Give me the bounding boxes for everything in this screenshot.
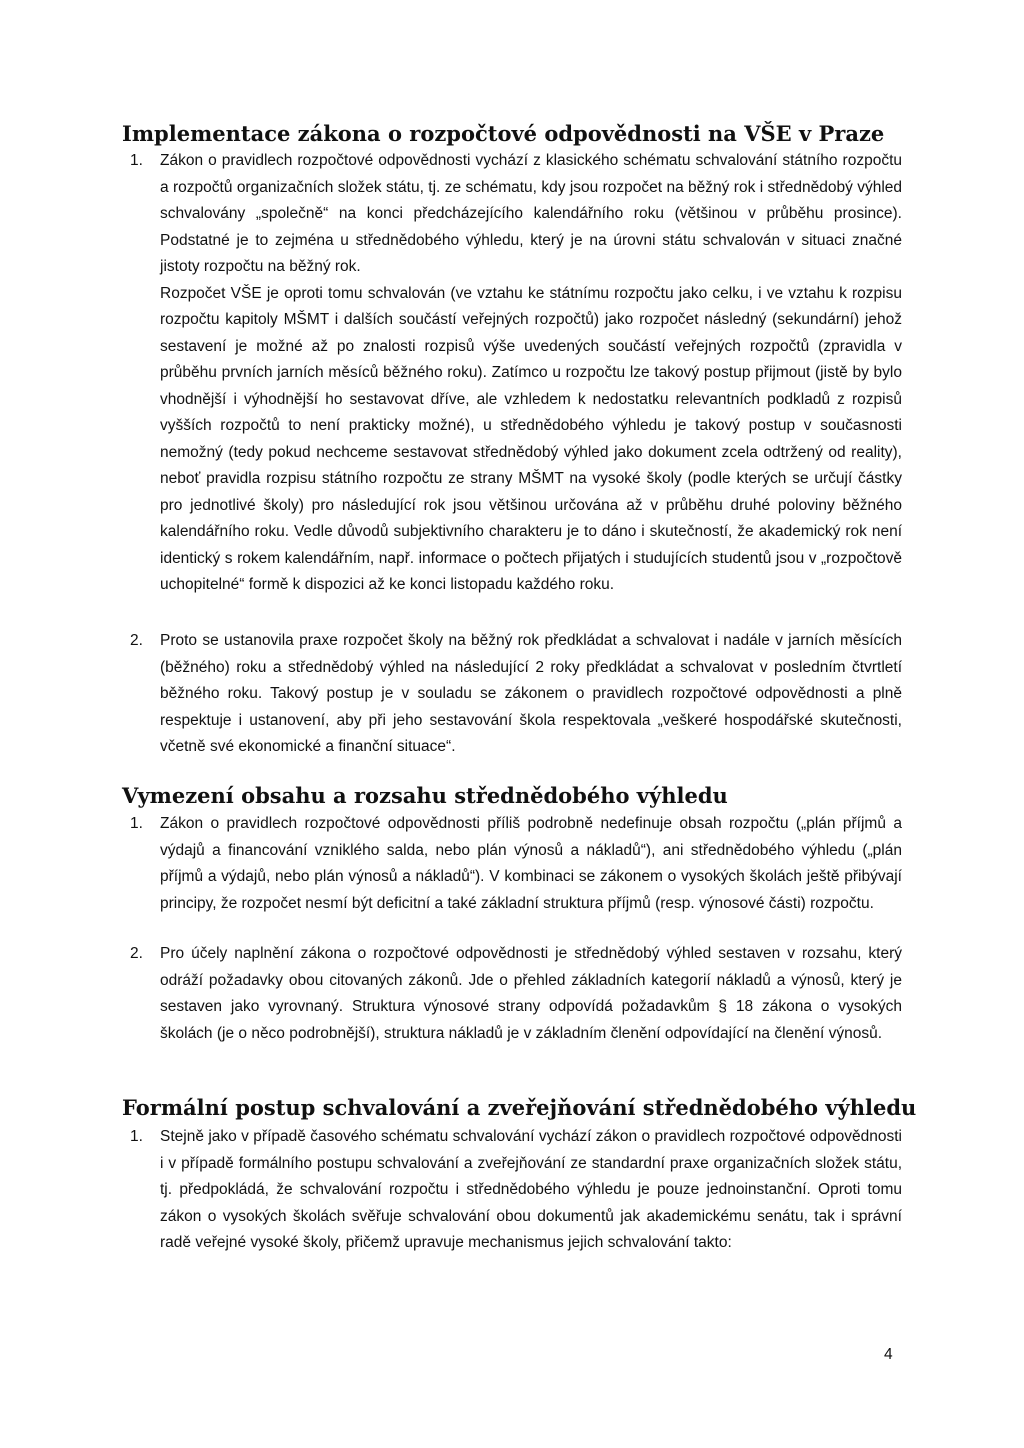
paragraph: Pro účely naplnění zákona o rozpočtové odpovědnosti je střednědobý výhled sestaven v rozsahu, který odráží požadavky obou citovaných zákonů. Jde o přehled základních kategorií nákladů a výnosů, který je sestaven jako vyrovnaný. Struktura výnosové strany odpovídá požadavkům § 18 zákona o vysokých školách (je o něco podrobnější), struktura nákladů je v základním členění odpovídající na členění výnosů. — [160, 945, 902, 1042]
section-heading-approval: Formální postup schvalování a zveřejňování střednědobého výhledu — [122, 1095, 917, 1120]
list-item — [122, 941, 902, 1047]
list-number: 1. — [130, 1128, 143, 1145]
list-number: 2. — [130, 632, 143, 649]
list-item — [122, 628, 902, 761]
paragraph: Zákon o pravidlech rozpočtové odpovědnosti vychází z klasického schématu schvalování státního rozpočtu a rozpočtů organizačních složek státu, tj. ze schématu, kdy jsou rozpočet na běžný rok i střednědobý výhled schvalovány „společně“ na konci předcházejícího kalendářního roku (většinou v průběhu prosince). Podstatné je to zejména u střednědobého výhledu, který je na úrovni státu schvalován v situaci značné jistoty rozpočtu na běžný rok. — [160, 152, 902, 275]
list-number: 1. — [130, 815, 143, 832]
section-heading-scope: Vymezení obsahu a rozsahu střednědobého výhledu — [122, 783, 728, 808]
list-number: 2. — [130, 945, 143, 962]
paragraph: Rozpočet VŠE je oproti tomu schvalován (ve vztahu ke státnímu rozpočtu jako celku, i ve vztahu k rozpisu rozpočtu kapitoly MŠMT i dalších součástí veřejných rozpočtů) jako rozpočet následný (sekundární) jehož sestavení je možné až po znalosti rozpisů výše uvedených součástí veřejných rozpočtů (zpravidla v průběhu prvních jarních měsíců běžného roku). Zatímco u rozpočtu lze takový postup přijmout (jistě by bylo vhodnější i výhodnější ho sestavovat dříve, ale vzhledem k nedostatku relevantních podkladů z rozpisů vyšších rozpočtů to není prakticky možné), u střednědobého výhledu je takový postup v současnosti nemožný (tedy pokud nechceme sestavovat střednědobý výhled jako dokument zcela odtržený od reality), neboť pravidla rozpisu státního rozpočtu ze strany MŠMT na vysoké školy (podle kterých se určují částky pro jednotlivé školy) pro následující rok jsou většinou určována až v průběhu druhé poloviny běžného kalendářního roku. Vedle důvodů subjektivního charakteru je to dáno i skutečností, že akademický rok není identický s rokem kalendářním, např. informace o počtech přijatých i studujících studentů jsou v „rozpočtově uchopitelné“ formě k dispozici až ke konci listopadu každého roku. — [160, 284, 902, 593]
list-item — [122, 148, 902, 599]
page-number: 4 — [884, 1346, 893, 1363]
list-item — [122, 1124, 902, 1257]
paragraph: Stejně jako v případě časového schématu schvalování vychází zákon o pravidlech rozpočtové odpovědnosti i v případě formálního postupu schvalování a zveřejňování ze standardní praxe organizačních složek státu, tj. předpokládá, že schvalování rozpočtu i střednědobého výhledu je pouze jednoinstanční. Oproti tomu zákon o vysokých školách svěřuje schvalování obou dokumentů jak akademickému senátu, tak i správní radě veřejné vysoké školy, přičemž upravuje mechanismus jejich schvalování takto: — [160, 1128, 902, 1251]
list-item — [122, 811, 902, 917]
paragraph: Zákon o pravidlech rozpočtové odpovědnosti příliš podrobně nedefinuje obsah rozpočtu („plán příjmů a výdajů a financování vzniklého salda, nebo plán výnosů a nákladů“), ani střednědobého výhledu („plán příjmů a výdajů, nebo plán výnosů a nákladů“). V kombinaci se zákonem o vysokých školách ještě přibývají principy, že rozpočet nesmí být deficitní a také základní struktura příjmů (resp. výnosové části) rozpočtu. — [160, 815, 902, 912]
section-heading-implementation: Implementace zákona o rozpočtové odpovědnosti na VŠE v Praze — [122, 121, 885, 146]
list-number: 1. — [130, 152, 143, 169]
paragraph: Proto se ustanovila praxe rozpočet školy na běžný rok předkládat a schvalovat i nadále v jarních měsících (běžného) roku a střednědobý výhled na následující 2 roky předkládat a schvalovat v posledním čtvrtletí běžného roku. Takový postup je v souladu se zákonem o pravidlech rozpočtové odpovědnosti a plně respektuje i ustanovení, aby při jeho sestavování škola respektovala „veškeré hospodářské skutečnosti, včetně své ekonomické a finanční situace“. — [160, 632, 902, 755]
